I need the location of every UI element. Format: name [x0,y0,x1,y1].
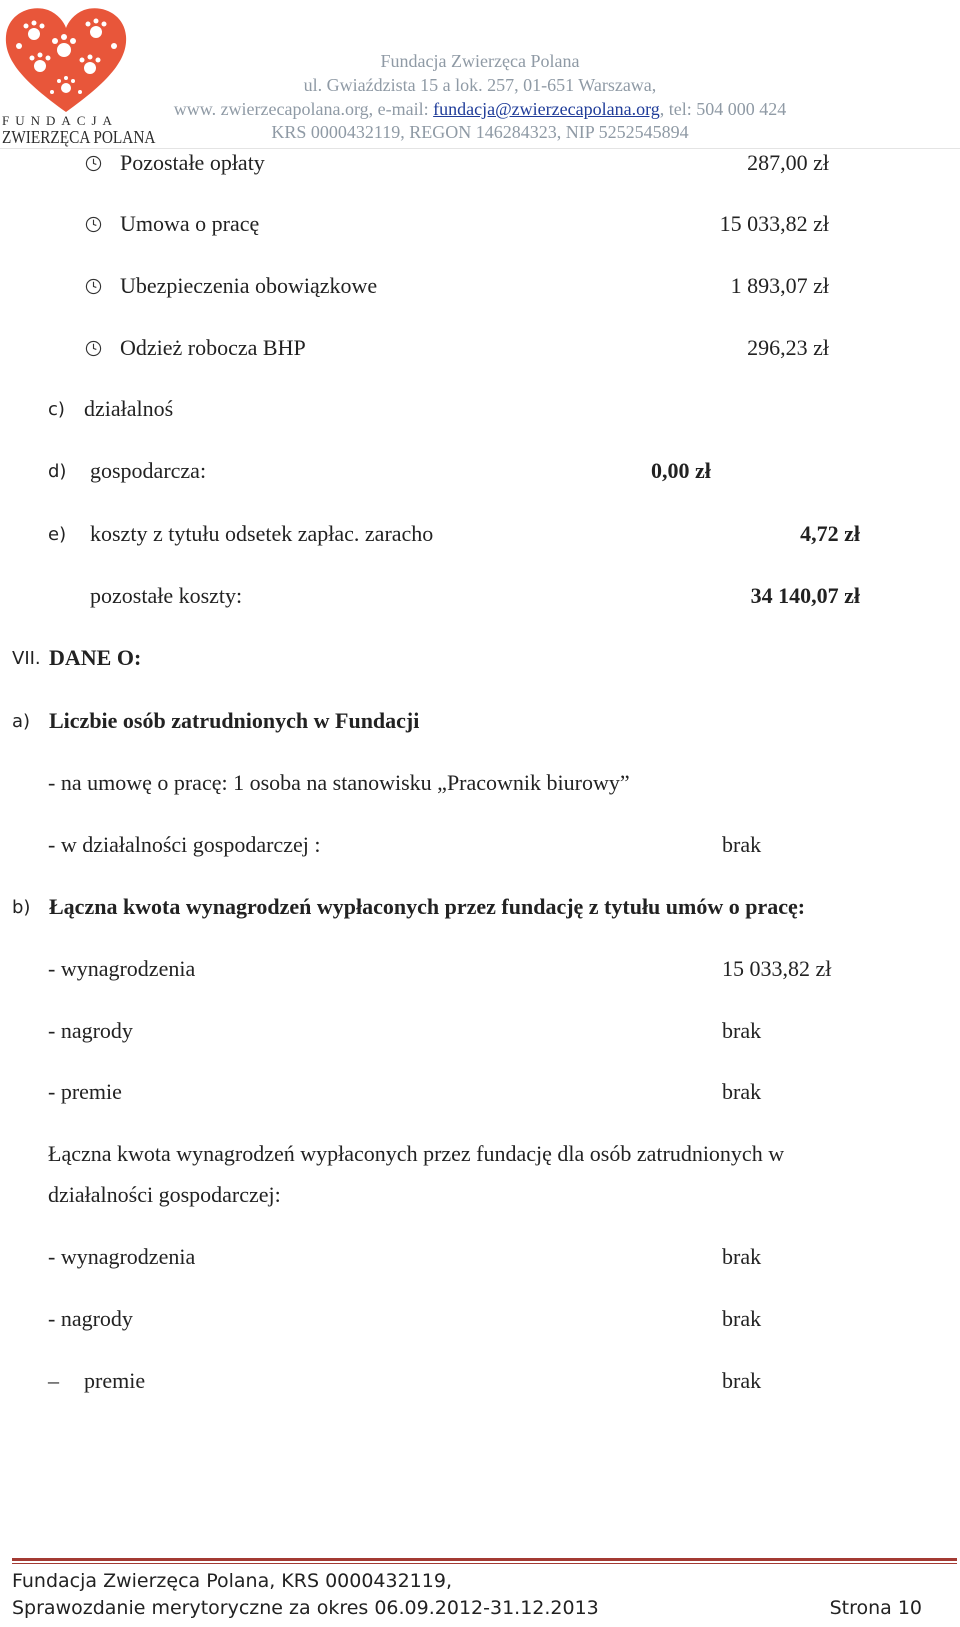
header-registry: KRS 0000432119, REGON 146284323, NIP 5252545894 [271,122,689,142]
clock-icon [85,278,102,295]
row-value: brak [722,1018,762,1043]
clock-icon [85,155,102,172]
row-label: - premie [48,1079,122,1104]
employment-contract-line: - na umowę o pracę: 1 osoba na stanowisku „Pracownik biurowy” [48,770,630,795]
subsection-b-title: Łączna kwota wynagrodzeń wypłaconych przez fundację z tytułu umów o pracę: [49,894,806,919]
business-wages-paragraph-line1: Łączna kwota wynagrodzeń wypłaconych przez fundację dla osób zatrudnionych w [48,1141,785,1166]
item-e-value: 4,72 zł [800,521,860,546]
row-label: - wynagrodzenia [48,956,196,981]
header-contact-prefix: www. zwierzecapolana.org, e-mail: [173,99,434,119]
item-c-text: działalnoś [84,396,174,421]
footer-line2: Sprawozdanie merytoryczne za okres 06.09.2012-31.12.2013 [12,1597,599,1619]
other-costs-text: pozostałe koszty: [90,583,243,608]
list-marker-d: d) [48,461,67,482]
clock-icon [85,340,102,357]
row-label: premie [84,1368,146,1393]
header-org-name: Fundacja Zwierzęca Polana [380,51,580,71]
footer-divider-thin [12,1563,957,1564]
section-title: DANE O: [49,645,142,670]
footer-line1: Fundacja Zwierzęca Polana, KRS 0000432119, [12,1570,452,1592]
email-link[interactable]: fundacja@zwierzecapolana.org [433,99,660,119]
cost-label: Umowa o pracę [120,211,260,236]
header-address: ul. Gwiaździsta 15 a lok. 257, 01-651 Warszawa, [303,75,657,95]
row-value: 15 033,82 zł [722,956,832,981]
list-marker-a: a) [12,711,31,732]
row-label: - nagrody [48,1018,133,1043]
row-value: brak [722,1368,762,1393]
row-value: brak [722,1244,762,1269]
footer-divider [12,1558,957,1561]
cost-label: Odzież robocza BHP [120,335,306,360]
item-e-text: koszty z tytułu odsetek zapłac. zaracho [90,521,434,546]
header-divider [0,148,960,149]
cost-value: 287,00 zł [747,150,829,175]
item-d-text: gospodarcza: [90,458,207,483]
cost-value: 15 033,82 zł [719,211,829,236]
subsection-a-title: Liczbie osób zatrudnionych w Fundacji [49,708,420,733]
cost-value: 1 893,07 zł [730,273,829,298]
header-contact-suffix: , tel: 504 000 424 [659,99,787,119]
header-contact [130,99,830,120]
list-marker-e: e) [48,524,67,545]
logo-text-name: ZWIERZĘCA POLANA [2,127,156,147]
list-marker-c: c) [48,399,65,420]
row-value: brak [722,1306,762,1331]
clock-icon [85,216,102,233]
logo-text-fundacja: FUNDACJA [2,113,118,128]
row-value: brak [722,1079,762,1104]
cost-label: Pozostałe opłaty [120,150,265,175]
section-numeral: VII. [12,648,41,669]
business-activity-value: brak [722,832,762,857]
item-d-value: 0,00 zł [651,458,711,483]
row-label: - nagrody [48,1306,133,1331]
other-costs-value: 34 140,07 zł [750,583,860,608]
list-marker-b: b) [12,897,31,918]
row-label: - wynagrodzenia [48,1244,196,1269]
page-number: Strona 10 [829,1597,922,1619]
business-activity-label: - w działalności gospodarczej : [48,832,321,857]
row-dash: – [48,1368,59,1393]
cost-label: Ubezpieczenia obowiązkowe [120,273,378,298]
cost-value: 296,23 zł [747,335,829,360]
heart-paw-logo-icon [4,4,128,116]
business-wages-paragraph-line2: działalności gospodarczej: [48,1182,281,1207]
